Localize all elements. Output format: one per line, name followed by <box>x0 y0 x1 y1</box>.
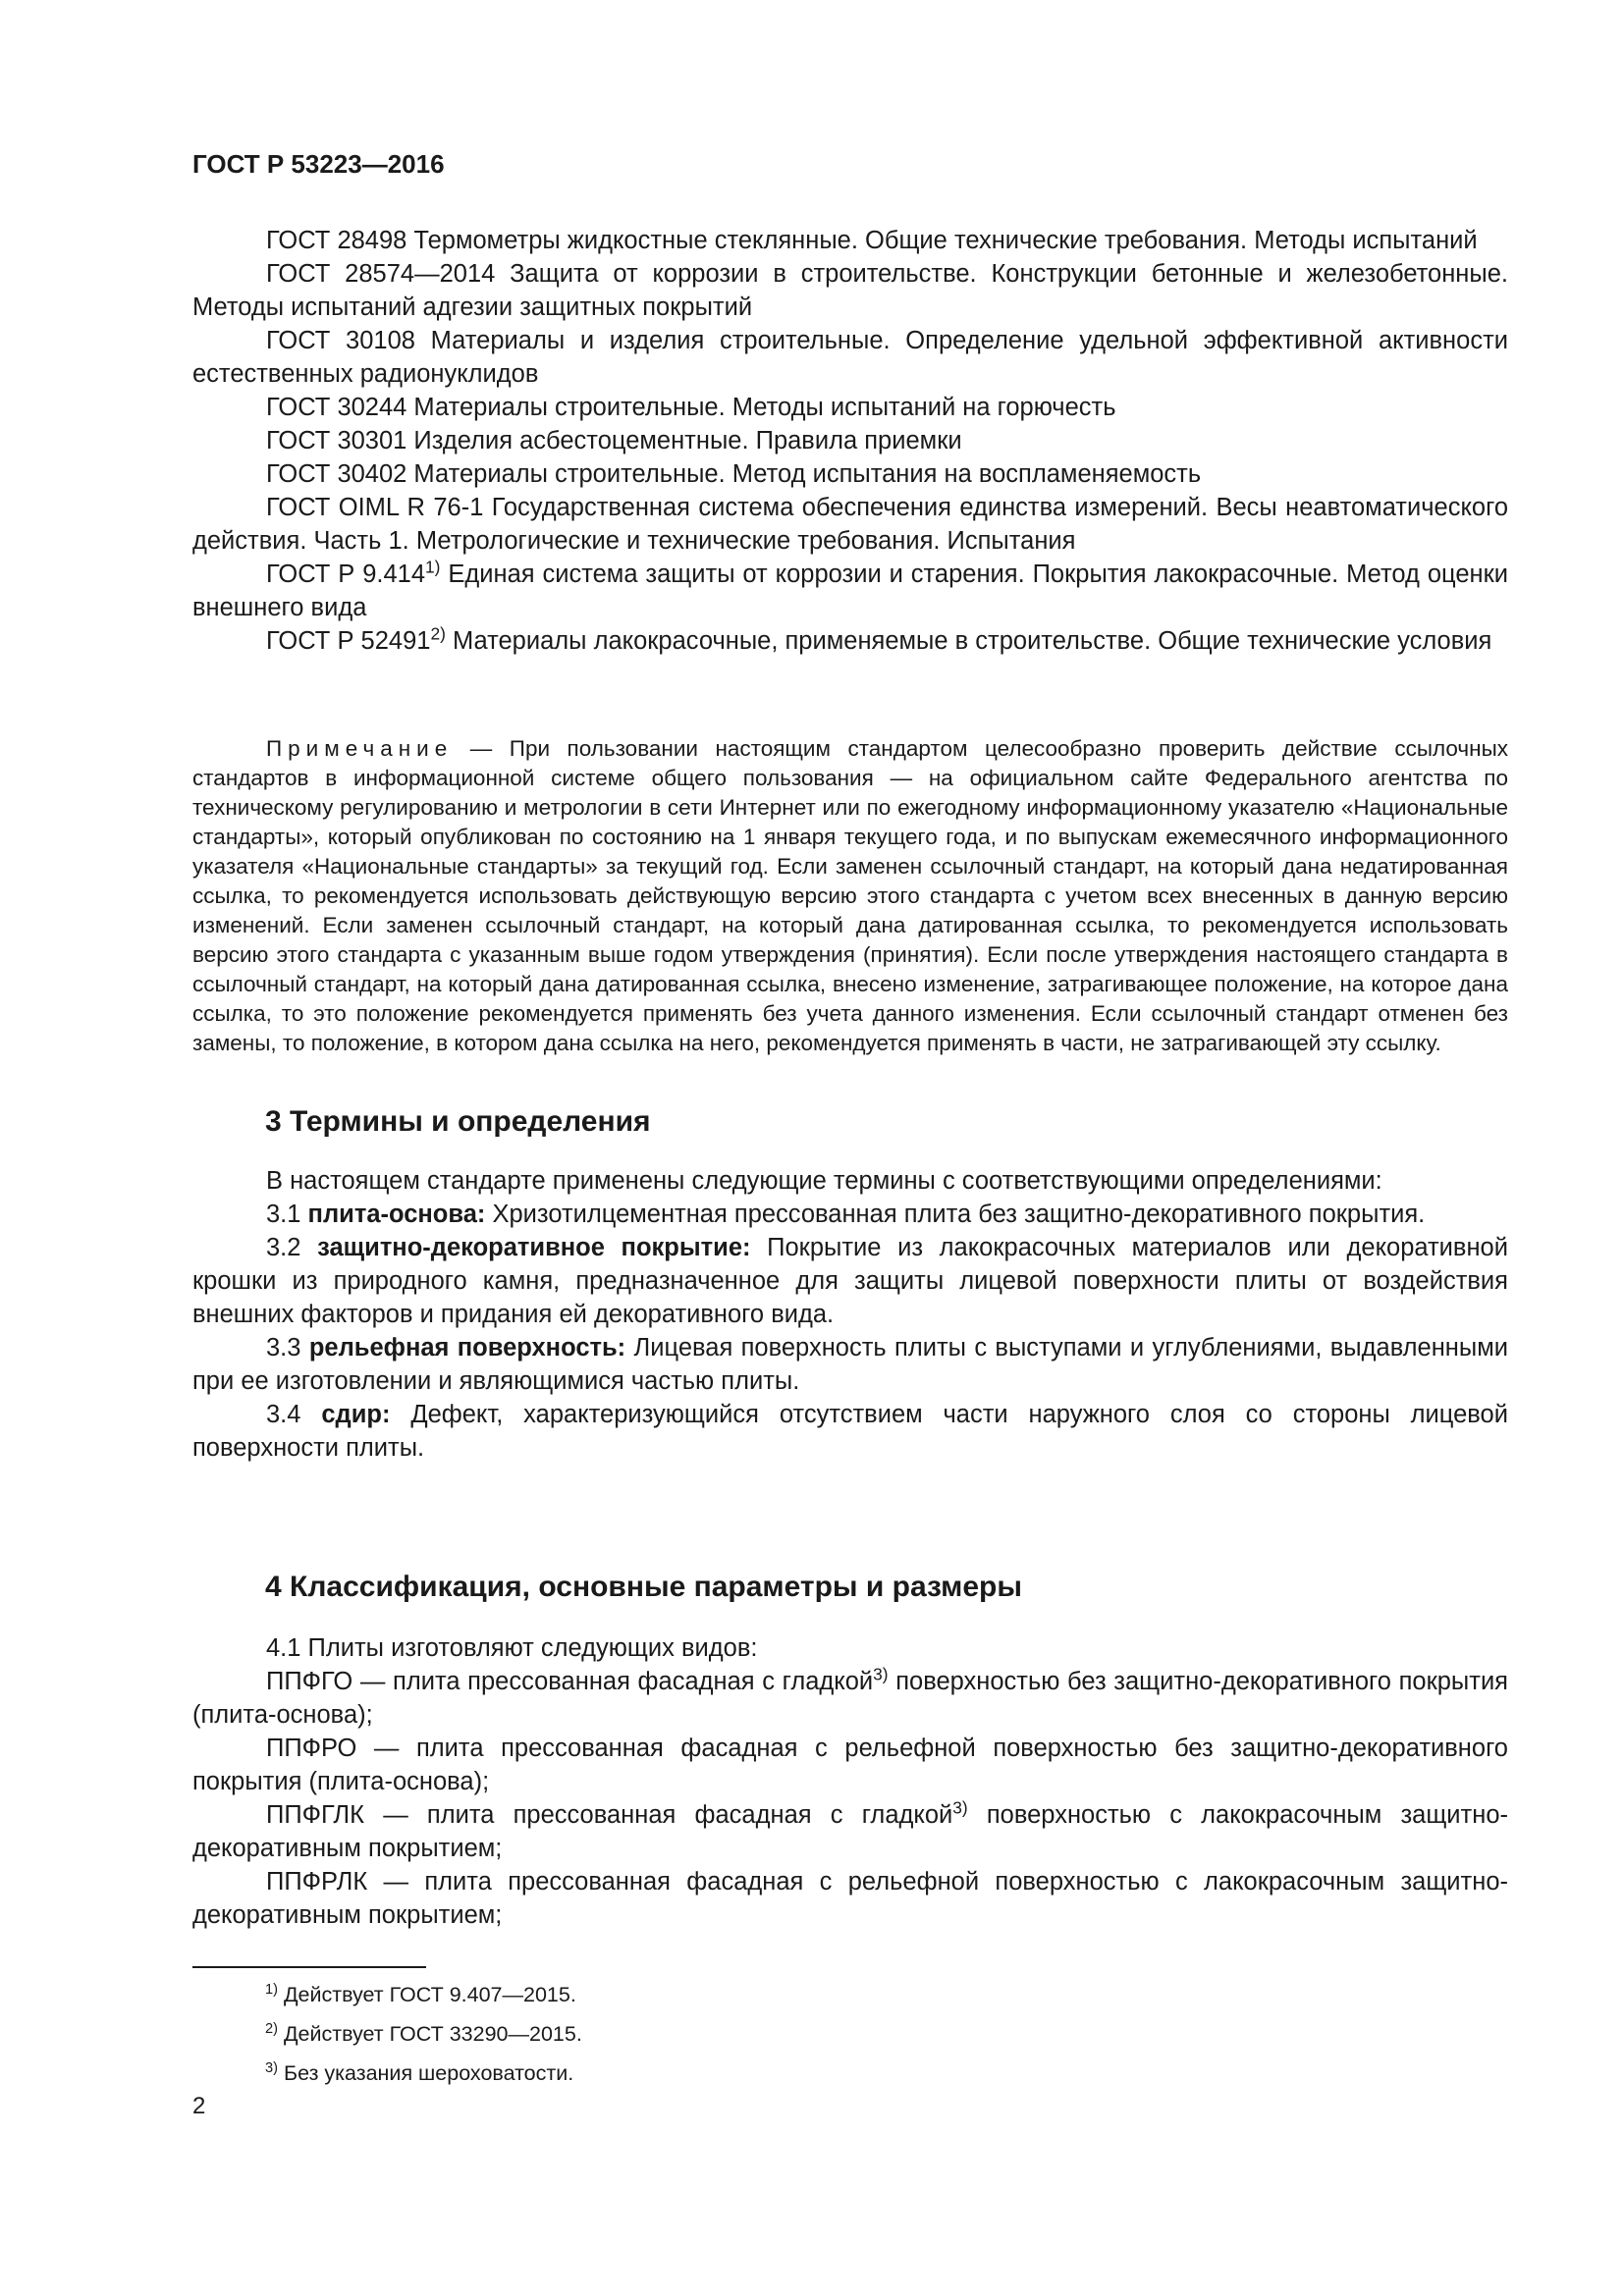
note-label: Примечание <box>266 736 454 761</box>
reference-code: ГОСТ Р 9.414 <box>266 561 426 588</box>
reference-item <box>192 624 1508 658</box>
term-name: сдир: <box>321 1401 391 1428</box>
reference-item: ГОСТ 30402 Материалы строительные. Метод испытания на воспламеняемость <box>266 460 1202 488</box>
term-item: 3.4 сдир: Дефект, характеризующийся отсутствием части наружного слоя со стороны лицевой поверхности плиты. <box>192 1401 1508 1462</box>
reference-item: ГОСТ 28574—2014 Защита от коррозии в строительстве. Конструкции бетонные и железобетонные. Методы испытаний адгезии защитных покрытий <box>192 260 1508 321</box>
footnote-mark: 1) <box>265 1981 278 1998</box>
footnote-item: $^{3)}$ Без указания шероховатости. <box>265 2059 574 2085</box>
footnote-mark: 3) <box>265 2059 278 2076</box>
footnotes <box>265 1975 582 2093</box>
reference-item: ГОСТ OIML R 76-1 Государственная система обеспечения единства измерений. Весы неавтоматического действия. Часть 1. Метрологические и технические требования. Испытания <box>192 494 1508 555</box>
type-item: ППФРЛК — плита прессованная фасадная с рельефной поверхностью с лакокрасочным защитно-декоративным покрытием; <box>192 1868 1508 1929</box>
note-dash: — <box>453 736 510 761</box>
term-item: 3.1 плита-основа: Хризотилцементная прессованная плита без защитно-декоративного покрытия. <box>266 1201 1426 1228</box>
document-header: ГОСТ Р 53223—2016 <box>192 149 445 179</box>
section-4-intro: 4.1 Плиты изготовляют следующих видов: <box>266 1634 758 1662</box>
normative-references <box>192 224 1508 658</box>
section-3-body <box>192 1164 1508 1465</box>
note-block <box>192 734 1508 1058</box>
reference-item: ГОСТ 30301 Изделия асбестоцементные. Правила приемки <box>266 427 962 454</box>
reference-code: ГОСТ Р 52491 <box>266 627 431 655</box>
reference-title: Материалы лакокрасочные, применяемые в строительстве. Общие технические условия <box>445 627 1492 655</box>
section-4-body <box>192 1631 1508 1932</box>
footnote-mark: 2) <box>265 2020 278 2037</box>
type-item: ППФРО — плита прессованная фасадная с рельефной поверхностью без защитно-декоративного покрытия (плита-основа); <box>192 1735 1508 1795</box>
section-3-heading: 3 Термины и определения <box>265 1105 651 1138</box>
term-definition: Дефект, характеризующийся отсутствием части наружного слоя со стороны лицевой поверхности плиты. <box>192 1401 1508 1462</box>
section-4-heading: 4 Классификация, основные параметры и размеры <box>265 1571 1023 1603</box>
reference-title: Единая система защиты от коррозии и старения. Покрытия лакокрасочные. Метод оценки внешнего вида <box>192 561 1508 621</box>
term-name: плита-основа: <box>307 1201 486 1228</box>
term-name: рельефная поверхность: <box>308 1334 626 1362</box>
type-item: ППФГЛК — плита прессованная фасадная с гладкой$^{3)}$ поверхностью с лакокрасочным защитно-декоративным покрытием; <box>192 1797 1508 1862</box>
term-definition: Покрытие из лакокрасочных материалов или декоративной крошки из природного камня, предназначенное для защиты лицевой поверхности плиты от воздействия внешних факторов и придания ей декоративного вида. <box>192 1234 1508 1328</box>
footnote-ref: 3) <box>873 1664 889 1684</box>
type-item: ППФГО — плита прессованная фасадная с гладкой$^{3)}$ поверхностью без защитно-декоративного покрытия (плита-основа); <box>192 1664 1508 1729</box>
footnote-ref: 3) <box>952 1797 968 1818</box>
term-item: 3.2 защитно-декоративное покрытие: Покрытие из лакокрасочных материалов или декоративной крошки из природного камня, предназначенное для защиты лицевой поверхности плиты от воздействия внешних факторов и придания ей декоративного вида. <box>192 1234 1508 1328</box>
note-text: При пользовании настоящим стандартом целесообразно проверить действие ссылочных стандартов в информационной системе общего пользования — на официальном сайте Федерального агентства по техническому регулированию и метрологии в сети Интернет или по ежегодному информационному указателю «Национальные стандарты», который опубликован по состоянию на 1 января текущего года, и по выпускам ежемесячного информационного указателя «Национальные стандарты» за текущий год. Если заменен ссылочный стандарт, на который дана недатированная ссылка, то рекомендуется использовать действующую версию этого стандарта с учетом всех внесенных в данную версию изменений. Если заменен ссылочный стандарт, на который дана датированная ссылка, то рекомендуется использовать версию этого стандарта с указанным выше годом утверждения (принятия). Если после утверждения настоящего стандарта в ссылочный стандарт, на который дана датированная ссылка, внесено изменение, затрагивающее положение, на которое дана ссылка, то это положение рекомендуется применять без учета данного изменения. Если ссылочный стандарт отменен без замены, то положение, в котором дана ссылка на него, рекомендуется применять в части, не затрагивающей эту ссылку. <box>192 736 1508 1055</box>
footnote-separator <box>192 1966 426 1968</box>
footnote-item: $^{2)}$ Действует ГОСТ 33290—2015. <box>265 2020 582 2046</box>
footnote-item: $^{1)}$ Действует ГОСТ 9.407—2015. <box>265 1981 576 2006</box>
reference-item: ГОСТ 30108 Материалы и изделия строительные. Определение удельной эффективной активности естественных радионуклидов <box>192 327 1508 388</box>
term-definition: Лицевая поверхность плиты с выступами и углублениями, выдавленными при ее изготовлении и являющимися частью плиты. <box>192 1334 1508 1395</box>
footnote-ref: 1) <box>425 557 441 577</box>
page-number: 2 <box>192 2093 206 2119</box>
footnote-ref: 2) <box>430 623 446 644</box>
term-item: 3.3 рельефная поверхность: Лицевая поверхность плиты с выступами и углублениями, выдавленными при ее изготовлении и являющимися частью плиты. <box>192 1334 1508 1395</box>
term-name: защитно-декоративное покрытие: <box>317 1234 751 1261</box>
reference-item: ГОСТ 30244 Материалы строительные. Методы испытаний на горючесть <box>266 394 1116 421</box>
reference-item: ГОСТ 28498 Термометры жидкостные стеклянные. Общие технические требования. Методы испытаний <box>266 227 1478 254</box>
term-definition: Хризотилцементная прессованная плита без защитно-декоративного покрытия. <box>485 1201 1426 1228</box>
reference-item <box>192 558 1508 624</box>
section-3-intro: В настоящем стандарте применены следующие термины с соответствующими определениями: <box>266 1167 1382 1195</box>
